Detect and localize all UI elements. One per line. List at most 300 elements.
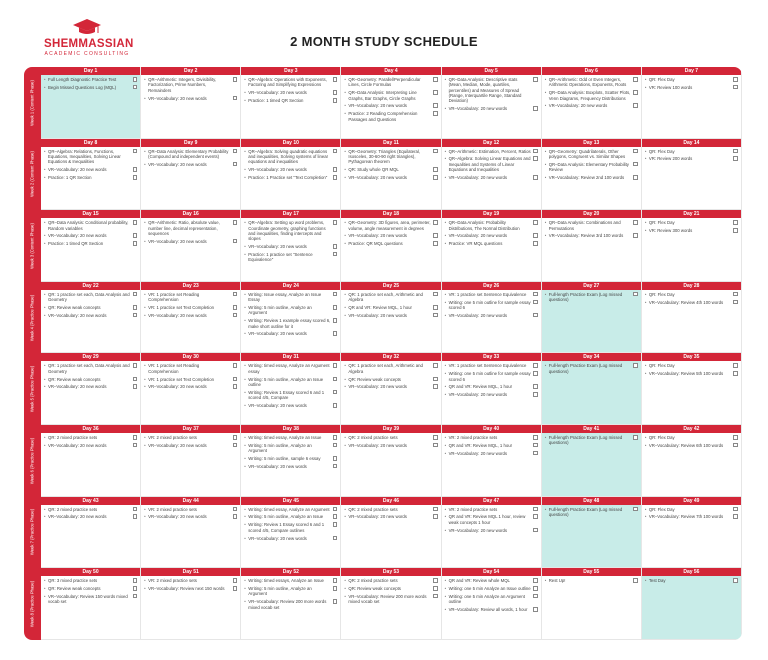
bullet-icon: • (144, 435, 146, 440)
bullet-icon: • (44, 220, 46, 226)
task-text: QR: Review weak concepts (348, 586, 401, 592)
brand-name: SHEMMASSIAN (44, 38, 134, 50)
task-checkbox[interactable] (333, 586, 338, 591)
task-checkbox[interactable] (433, 305, 438, 310)
task-checkbox[interactable] (633, 578, 638, 583)
task-checkbox[interactable] (433, 292, 438, 297)
task-text: VR–Vocabulary: 20 new words (448, 106, 508, 112)
task-text: QR–Algebra: Relations, Functions, Equations, Inequalities, Solving Linear Equations & Inequalities (48, 148, 121, 165)
bullet-icon: • (444, 241, 447, 247)
task-checkbox[interactable] (133, 377, 138, 382)
bullet-icon: • (344, 90, 346, 96)
task-checkbox[interactable] (433, 507, 438, 512)
task-checkbox[interactable] (433, 435, 438, 440)
task-checkbox[interactable] (733, 435, 738, 440)
task-checkbox[interactable] (333, 363, 338, 368)
task-text: VR–Vocabulary: 20 new words (248, 535, 307, 541)
bullet-icon: • (344, 514, 346, 520)
task-item (645, 507, 738, 512)
task-item (344, 241, 437, 246)
task-checkbox[interactable] (233, 77, 238, 82)
task-checkbox[interactable] (533, 578, 538, 583)
task-checkbox[interactable] (733, 220, 738, 225)
task-checkbox[interactable] (533, 233, 538, 238)
task-checkbox[interactable] (133, 514, 138, 519)
task-checkbox[interactable] (233, 377, 238, 382)
task-text: Writing: one 5 min outline for sample essay scored 6 (448, 371, 531, 382)
task-checkbox[interactable] (333, 175, 338, 180)
task-item (44, 578, 137, 583)
bullet-icon: • (144, 148, 146, 154)
task-checkbox[interactable] (233, 313, 238, 318)
day-header: Day 27 (542, 282, 641, 290)
task-checkbox[interactable] (233, 384, 238, 389)
week-label (24, 282, 41, 354)
task-checkbox[interactable] (133, 149, 138, 154)
task-text: VR–Vocabulary: 20 new words (248, 90, 307, 96)
task-item (144, 384, 237, 389)
task-text: VR–Vocabulary: 20 new words (48, 384, 107, 390)
task-checkbox[interactable] (133, 292, 138, 297)
task-checkbox[interactable] (633, 435, 638, 440)
task-checkbox[interactable] (333, 536, 338, 541)
task-text: QR and VR: Review MQL 1 hour, review weak concepts 1 hour (448, 514, 526, 525)
task-item (344, 175, 437, 180)
bullet-icon: • (244, 578, 246, 584)
task-checkbox[interactable] (533, 528, 538, 533)
task-checkbox[interactable] (233, 363, 238, 368)
task-item (144, 514, 237, 519)
week-row (24, 497, 742, 569)
task-checkbox[interactable] (433, 443, 438, 448)
task-text: QR: Flex Day (648, 148, 675, 154)
task-text: QR: Review weak concepts (48, 305, 101, 311)
task-checkbox[interactable] (533, 507, 538, 512)
task-checkbox[interactable] (133, 77, 138, 82)
bullet-icon: • (144, 363, 146, 369)
task-checkbox[interactable] (133, 443, 138, 448)
task-checkbox[interactable] (433, 514, 438, 519)
day-cell (642, 568, 742, 640)
bullet-icon: • (344, 593, 346, 599)
task-item (645, 578, 738, 583)
task-checkbox[interactable] (433, 111, 438, 116)
day-cell (141, 353, 241, 425)
task-text: VR–Vocabulary: 20 new words (48, 167, 107, 173)
task-checkbox[interactable] (233, 96, 238, 101)
bullet-icon: • (244, 522, 246, 528)
day-cell (642, 425, 742, 497)
task-checkbox[interactable] (633, 175, 638, 180)
task-checkbox[interactable] (233, 239, 238, 244)
task-item (244, 599, 337, 610)
bullet-icon: • (444, 578, 447, 584)
week-row (24, 568, 742, 640)
bullet-icon: • (244, 389, 246, 395)
task-text: Practice: VR MQL questions (448, 241, 503, 247)
task-item (144, 507, 237, 512)
task-checkbox[interactable] (433, 578, 438, 583)
task-checkbox[interactable] (333, 578, 338, 583)
task-checkbox[interactable] (733, 85, 738, 90)
task-checkbox[interactable] (533, 435, 538, 440)
task-list (41, 75, 140, 90)
task-checkbox[interactable] (533, 451, 538, 456)
task-checkbox[interactable] (333, 599, 338, 604)
task-text: QR–Geometry: Quadrilaterals, Other polygons, Congruent vs. Similar Shapes (548, 148, 626, 159)
task-item (244, 175, 337, 180)
day-cell (141, 210, 241, 282)
task-text: Writing: 5 min outline, Analyze an Argument (248, 305, 312, 316)
task-checkbox[interactable] (333, 98, 338, 103)
task-checkbox[interactable] (733, 363, 738, 368)
day-cell (341, 67, 441, 139)
task-checkbox[interactable] (733, 300, 738, 305)
task-checkbox[interactable] (633, 162, 638, 167)
task-checkbox[interactable] (133, 175, 138, 180)
task-checkbox[interactable] (433, 313, 438, 318)
task-checkbox[interactable] (533, 156, 538, 161)
task-checkbox[interactable] (333, 220, 338, 225)
task-checkbox[interactable] (533, 313, 538, 318)
task-checkbox[interactable] (333, 305, 338, 310)
bullet-icon: • (144, 586, 146, 592)
task-text: Writing: 5 min outline, Analyze an Argument (248, 586, 312, 597)
task-checkbox[interactable] (433, 233, 438, 238)
bullet-icon: • (344, 111, 346, 117)
bullet-icon: • (44, 312, 46, 318)
day-header: Day 6 (542, 67, 641, 75)
task-checkbox[interactable] (433, 90, 438, 95)
week-label-text: Week 8 (Practice Phase) (29, 580, 35, 628)
task-item (244, 167, 337, 172)
task-checkbox[interactable] (233, 578, 238, 583)
task-checkbox[interactable] (133, 363, 138, 368)
task-text: VR–Vocabulary: Review 2nd 100 words (548, 175, 625, 181)
task-text: QR: Flex Day (648, 77, 675, 82)
bullet-icon: • (444, 312, 447, 318)
task-text: Practice: 1 practice set "Sentence Equivalence" (248, 251, 313, 263)
task-item (44, 443, 137, 448)
task-checkbox[interactable] (533, 300, 538, 305)
task-checkbox[interactable] (433, 586, 438, 591)
task-checkbox[interactable] (733, 578, 738, 583)
task-checkbox[interactable] (733, 371, 738, 376)
task-item (545, 77, 638, 88)
task-checkbox[interactable] (233, 514, 238, 519)
bullet-icon: • (244, 251, 246, 257)
task-text: QR–Arithmetic: Integers, Divisibility, Factorization, Prime Numbers, Remainders (148, 77, 217, 93)
task-checkbox[interactable] (333, 377, 338, 382)
task-checkbox[interactable] (533, 443, 538, 448)
task-checkbox[interactable] (333, 167, 338, 172)
task-checkbox[interactable] (333, 149, 338, 154)
bullet-icon: • (444, 586, 447, 592)
task-checkbox[interactable] (533, 77, 538, 82)
task-checkbox[interactable] (333, 403, 338, 408)
task-text: QR: 1 practice set each, Arithmetic and Algebra (348, 291, 423, 303)
task-checkbox[interactable] (433, 149, 438, 154)
task-list (41, 290, 140, 318)
task-checkbox[interactable] (733, 228, 738, 233)
task-checkbox[interactable] (333, 443, 338, 448)
task-checkbox[interactable] (233, 292, 238, 297)
task-checkbox[interactable] (433, 384, 438, 389)
task-checkbox[interactable] (533, 586, 538, 591)
task-checkbox[interactable] (333, 456, 338, 461)
bullet-icon: • (44, 363, 46, 369)
task-text: VR–Vocabulary: Review 200 more words mixed vocab set (248, 599, 327, 610)
task-item (344, 443, 437, 448)
task-item (545, 507, 638, 518)
task-list (241, 433, 340, 469)
task-item (244, 443, 337, 454)
task-checkbox[interactable] (433, 377, 438, 382)
task-text: VR: Review 200 words (648, 156, 693, 162)
task-checkbox[interactable] (133, 220, 138, 225)
task-checkbox[interactable] (233, 220, 238, 225)
task-checkbox[interactable] (333, 292, 338, 297)
task-checkbox[interactable] (733, 507, 738, 512)
task-list (241, 290, 340, 337)
task-text: QR: Flex Day (648, 506, 675, 512)
day-cell (642, 139, 742, 211)
task-text: Writing: Issue essay, Analyze an Issue Essay (248, 291, 322, 303)
task-checkbox[interactable] (333, 90, 338, 95)
task-item (545, 90, 638, 101)
bullet-icon: • (344, 241, 346, 247)
bullet-icon: • (344, 586, 346, 592)
task-checkbox[interactable] (633, 233, 638, 238)
task-text: Writing: Review 1 example essay scored 6, make short outline for it (248, 318, 331, 329)
bullet-icon: • (244, 363, 246, 369)
task-item (344, 90, 437, 101)
day-header: Day 36 (41, 425, 140, 433)
task-item (144, 377, 237, 382)
task-checkbox[interactable] (533, 384, 538, 389)
task-item (645, 220, 738, 225)
bullet-icon: • (144, 95, 146, 101)
task-list (141, 505, 240, 520)
task-checkbox[interactable] (433, 363, 438, 368)
task-item (244, 363, 337, 374)
task-checkbox[interactable] (333, 507, 338, 512)
task-checkbox[interactable] (733, 156, 738, 161)
task-item (144, 239, 237, 244)
bullet-icon: • (244, 514, 246, 520)
task-checkbox[interactable] (233, 435, 238, 440)
task-checkbox[interactable] (133, 167, 138, 172)
task-text: QR: Flex Day (648, 435, 675, 440)
task-checkbox[interactable] (533, 363, 538, 368)
task-checkbox[interactable] (733, 443, 738, 448)
day-header: Day 5 (442, 67, 541, 75)
task-item (645, 300, 738, 305)
task-text: QR and VR: Review whole MQL (448, 578, 510, 584)
task-checkbox[interactable] (133, 578, 138, 583)
task-list (442, 75, 541, 112)
task-checkbox[interactable] (133, 594, 138, 599)
task-checkbox[interactable] (333, 390, 338, 395)
task-item (44, 435, 137, 440)
task-item (344, 305, 437, 310)
task-list (341, 433, 440, 448)
day-header: Day 1 (41, 67, 140, 75)
task-checkbox[interactable] (533, 106, 538, 111)
task-checkbox[interactable] (133, 233, 138, 238)
task-checkbox[interactable] (433, 167, 438, 172)
task-checkbox[interactable] (433, 77, 438, 82)
task-text: VR–Vocabulary: 20 new words (448, 175, 508, 181)
task-item (445, 77, 538, 104)
task-checkbox[interactable] (533, 241, 538, 246)
task-text: Test Day (648, 578, 666, 584)
task-checkbox[interactable] (633, 292, 638, 297)
day-cell (241, 67, 341, 139)
bullet-icon: • (44, 167, 46, 173)
task-checkbox[interactable] (333, 244, 338, 249)
task-item (645, 228, 738, 233)
task-checkbox[interactable] (533, 594, 538, 599)
task-checkbox[interactable] (533, 175, 538, 180)
task-checkbox[interactable] (233, 586, 238, 591)
task-checkbox[interactable] (133, 435, 138, 440)
task-item (645, 514, 738, 519)
task-checkbox[interactable] (233, 149, 238, 154)
task-checkbox[interactable] (433, 103, 438, 108)
task-item (344, 233, 437, 238)
task-item (445, 578, 538, 583)
task-item (645, 149, 738, 154)
task-checkbox[interactable] (533, 149, 538, 154)
week-label (24, 210, 41, 282)
task-item (144, 305, 237, 310)
task-checkbox[interactable] (433, 220, 438, 225)
task-checkbox[interactable] (133, 85, 138, 90)
task-text: QR–Data Analysis: Elementary Probability Review (548, 161, 629, 173)
task-text: QR–Geometry: 3D figures, area, perimeter, volume, angle measurement in degrees (348, 220, 431, 231)
bullet-icon: • (344, 384, 346, 390)
task-checkbox[interactable] (333, 464, 338, 469)
day-header: Day 53 (341, 568, 440, 576)
bullet-icon: • (244, 148, 246, 154)
task-checkbox[interactable] (533, 371, 538, 376)
bullet-icon: • (144, 291, 146, 297)
day-header: Day 33 (442, 353, 541, 361)
task-text: Full-length Practice Exam (Log missed questions) (548, 435, 623, 446)
task-checkbox[interactable] (533, 392, 538, 397)
bullet-icon: • (444, 607, 447, 613)
task-text: Writing: timed essay, Analyze an Issue (248, 435, 322, 440)
task-checkbox[interactable] (433, 175, 438, 180)
task-checkbox[interactable] (333, 331, 338, 336)
task-checkbox[interactable] (533, 220, 538, 225)
task-checkbox[interactable] (633, 90, 638, 95)
task-checkbox[interactable] (633, 507, 638, 512)
task-item (44, 384, 137, 389)
bullet-icon: • (244, 463, 246, 469)
task-item (344, 220, 437, 231)
task-item (44, 594, 137, 605)
day-cell (241, 568, 341, 640)
task-item (545, 363, 638, 374)
task-checkbox[interactable] (233, 443, 238, 448)
task-checkbox[interactable] (333, 318, 338, 323)
bullet-icon: • (244, 220, 246, 226)
task-checkbox[interactable] (733, 149, 738, 154)
task-list (41, 576, 140, 604)
task-checkbox[interactable] (533, 292, 538, 297)
task-checkbox[interactable] (233, 162, 238, 167)
task-checkbox[interactable] (133, 586, 138, 591)
week-label-text: Week 4 (Practice Phase) (29, 294, 35, 341)
task-checkbox[interactable] (333, 77, 338, 82)
task-checkbox[interactable] (233, 507, 238, 512)
task-checkbox[interactable] (633, 149, 638, 154)
task-text: QR–Data Analysis: Elementary Probability (Compound and independent events) (148, 148, 229, 159)
task-checkbox[interactable] (433, 594, 438, 599)
day-cell (642, 353, 742, 425)
task-item (645, 156, 738, 161)
task-checkbox[interactable] (333, 435, 338, 440)
task-item (244, 220, 337, 241)
task-text: QR–Geometry: Parallel/Perpendicular Lines, Circle Formulas (348, 77, 421, 88)
bullet-icon: • (244, 175, 246, 181)
task-checkbox[interactable] (533, 514, 538, 519)
task-checkbox[interactable] (533, 607, 538, 612)
task-checkbox[interactable] (633, 220, 638, 225)
task-checkbox[interactable] (733, 77, 738, 82)
task-checkbox[interactable] (133, 384, 138, 389)
task-checkbox[interactable] (633, 363, 638, 368)
task-checkbox[interactable] (333, 522, 338, 527)
task-checkbox[interactable] (233, 305, 238, 310)
day-header: Day 10 (241, 139, 340, 147)
task-item (44, 167, 137, 172)
task-checkbox[interactable] (333, 514, 338, 519)
task-list (542, 147, 641, 181)
task-checkbox[interactable] (733, 514, 738, 519)
task-text: QR and VR: Review MQL, 1 hour (348, 305, 412, 311)
bullet-icon: • (644, 77, 647, 82)
day-header: Day 21 (642, 210, 741, 218)
task-text: VR–Vocabulary: 20 new words (448, 233, 508, 239)
task-text: VR: 1 practice set Reading Comprehension (148, 363, 200, 374)
task-checkbox[interactable] (633, 77, 638, 82)
task-item (44, 363, 137, 374)
week-label (24, 139, 41, 211)
task-checkbox[interactable] (733, 292, 738, 297)
page-title: 2 MONTH STUDY SCHEDULE (290, 34, 478, 49)
task-checkbox[interactable] (133, 241, 138, 246)
task-text: VR–Vocabulary: 20 new words (48, 442, 107, 448)
task-text: QR and VR: Review MQL, 1 hour (448, 442, 513, 448)
task-item (344, 363, 437, 374)
task-list (442, 433, 541, 456)
task-checkbox[interactable] (333, 252, 338, 257)
task-checkbox[interactable] (133, 305, 138, 310)
task-text: Begin Missed Questions Log (MQL) (48, 84, 117, 90)
task-item (44, 305, 137, 310)
task-checkbox[interactable] (433, 241, 438, 246)
task-checkbox[interactable] (133, 313, 138, 318)
task-checkbox[interactable] (633, 103, 638, 108)
day-header: Day 18 (341, 210, 440, 218)
task-text: QR: 2 mixed practice sets (48, 435, 98, 440)
task-item (144, 77, 237, 93)
task-list (442, 218, 541, 246)
task-checkbox[interactable] (133, 507, 138, 512)
